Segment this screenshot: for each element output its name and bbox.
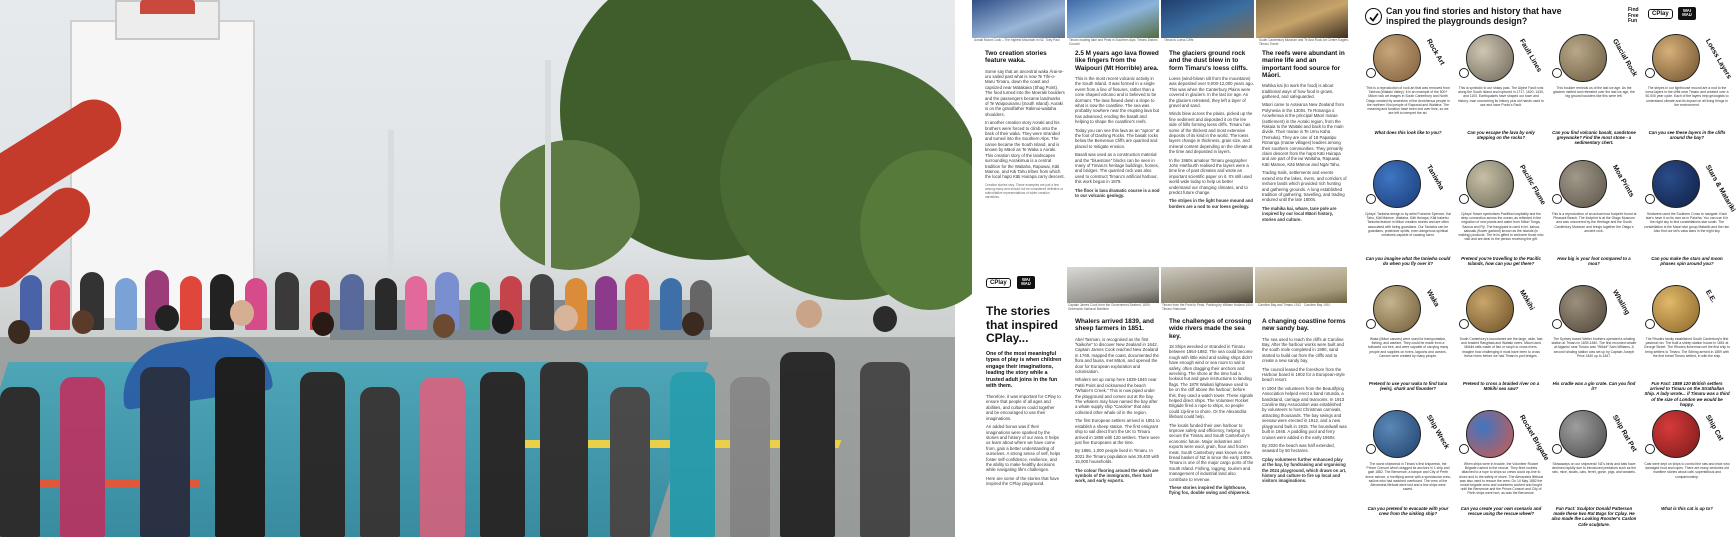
find-item-image xyxy=(1559,410,1607,458)
find-item-text: Stowaways on our shipwreck! NZ's birds and bats have declined rapidly due to introduced predators such as the rats, mice, stoats, cats, ferret, gorse, pigs, and weasels. xyxy=(1551,462,1637,475)
find-item-label: Stars & Matariki xyxy=(1703,164,1736,214)
find-item-text: This boulder reminds us of the last ice age. As the glaciers melted and retreated over the last ice age, the big ground boulders like this were left. xyxy=(1553,86,1635,99)
find-item-label: Ship Cat xyxy=(1703,414,1725,443)
tick-box-icon[interactable] xyxy=(1552,444,1562,454)
thumb-caption: Caroline Bay 1910 xyxy=(1304,303,1331,307)
tick-box-icon[interactable] xyxy=(1459,319,1469,329)
find-item-image xyxy=(1652,160,1700,208)
story-heading: Two creation stories feature waka. xyxy=(985,50,1047,65)
find-item-question: Fun Fact: Sculptor Donald Patterson made these two Rat Bags for Cplay. He also made the Looking Rooster's Caslon Cafe sculpture. xyxy=(1551,506,1637,527)
intro-column: The stories that inspired CPlay... One of the most meaningful types of play is when children engage their imaginations, leading the story while a trusted adult joins in the fun with them. Therefore, it was important for CPlay to ensure that people of all ages and abilities, and cultures could together and be encouraged to use their imaginations. An added bonus was if their imaginations were sparked by the stories and history of our area. It helps us learn about where we have come from, gain a better understanding of ourselves. A strong sense of self, helps foster self-confidence, resilience, and the ability to make healthy decisions while navigating life's challenges. Here are some of the stories that have inspired the CPlay playground. xyxy=(986,304,1062,487)
find-item-text: This is a reproduction of rock art that was removed from Takiroa (Waitaki Valley). It is an example of the 500+ Māori rock art images in South Canterbury and North Otago created by ancestors of the Arowhenua people in the northern Kiwi people of Rapuwai and Waitaha. The meaning and function have been lost over time, so we are left to interpret the art. xyxy=(1366,86,1450,116)
find-title: Can you find stories and history that have inspired the playgrounds design? xyxy=(1386,6,1562,26)
tick-box-icon[interactable] xyxy=(1552,194,1562,204)
find-item-image xyxy=(1373,285,1421,333)
find-item-text: South Canterbury's boundaries are the large, wide, fast and braided Rangitata and Waitaki rivers. Māori used Mōkihi rafts made of flax or raupō to cross rivers. Imagine how challenging it must have been to cross these rivers before we had Timaru's port bridges. xyxy=(1459,337,1543,358)
find-item-image xyxy=(1373,410,1421,458)
brochure xyxy=(972,0,1736,537)
find-item-label: Loess Layers xyxy=(1703,38,1733,81)
thumb-caption: Timaru boating lake and Peak in Southern Alps. Timaru District Council xyxy=(1069,38,1158,46)
story-column: Whalers arrived 1839, and sheep farmers in 1851. Abel Tasman, is recognised as the first "kaikohe" to discover New Zealand in 1642. Captain James Cook reached New Zealand in 1769, mapped the coast, documented the flora and fauna, met Māori, and opened the door for European exploration and colonisation. Whalers set up camp here 1839-1840 near Patiti Point and nicknamed the beach "Whaler's Creek." This is now piped under the playground and comes out at the bay. The whalers may have named the bay after a whale supply ship "Caroline" that also collected other whale oil in the region. The first European settlers arrived in 1851 to establish a sheep station. The first emigrant ship to sail direct from the UK to Timaru arrived in 1859 with 120 settlers. There were just five Europeans at the time. By 1866, 1,000 people lived in Timaru. In 2021 the Timaru population was 29,400 with 15,000 households. The colour flooring around the winch are symbols of the immigrants, their hard work, and early exports. xyxy=(1075,318,1160,484)
find-item-question: Can you escape the lava by only stepping on the rocks? xyxy=(1467,130,1535,141)
find-item-text: The stripes in our lighthouse mound are a nod to the loess layers in the cliffs near Timaru and created over a 50,000 year cycle. Each of the layers help geologists to understand climate and its impact on all living things in the environment. xyxy=(1645,86,1729,107)
thumb-caption: Timaru from the Point to Peak, Painting by William Holland 1900. Timaru Historical xyxy=(1162,303,1254,311)
find-item-question: His cradle was a gin crate. Can you find it? xyxy=(1552,381,1636,392)
story-heading: 2.5 M years ago lava flowed like fingers from the Waipouri (Mt Horrible) area. xyxy=(1075,50,1159,72)
top-thumbnails xyxy=(972,0,1348,38)
find-item-image xyxy=(1559,160,1607,208)
find-item-question: Fun Fact: 1859 120 British settlers arrived to Timaru on the Strathallan Ship. A lady wrote... if Timaru was a third of the size of London we would be happy. xyxy=(1644,381,1730,407)
find-item-text: Seafarers used the Southern Cross to navigate. Each star's have it on its own as in Pakeha. You can use it in the night sky to find constellations star south. The constellation is the Maori star group Matariki and the rise. Also find our iwi's vaka stars in the night sky. xyxy=(1644,212,1730,233)
find-item-image xyxy=(1373,34,1421,82)
find-item-question: Pretend to cross a braided river on a Mōkihi sea saw? xyxy=(1462,381,1540,392)
find-item-label: Ship Rat Pet xyxy=(1610,414,1638,454)
checkmark-icon xyxy=(1365,8,1382,25)
tick-box-icon[interactable] xyxy=(1366,68,1376,78)
find-item-text: This is symbolic to our shaky past. The Alpine Fault runs along the South Island and ruptured in 1717, 1620, 1430, and 1100. Earthquakes have shaped our town and history, man uncovering its history plus old hands used to use and have Ponto's Fault. xyxy=(1458,86,1544,107)
find-item-image xyxy=(1559,285,1607,333)
find-item-text: This is a reproduction of an actual moa footprint found at Pleasant Beach. The footprint is at the Otago Museum and was uncovered by the Heritage and the South Canterbury Museum and brings together the Otago's ancient rock. xyxy=(1551,212,1637,233)
find-item-label: Rocket Brigade xyxy=(1517,414,1550,462)
find-item-question: Can you pretend to evacuate with your crew from the sinking ship? xyxy=(1367,506,1449,517)
thumb-caption: South Canterbury Museum and Te Ana Rock Art Centre Eagles. Timaru Travel xyxy=(1259,38,1349,46)
cplay-logo: CPlay xyxy=(986,278,1011,288)
find-item-label: Waka xyxy=(1424,289,1441,309)
find-item-text: The Rhodes family established South Canterbury's first pastoral run. The built a sheep station house in 1851 at George Street. The Rhodes fisherman set the first ship to bring settlers to Timaru. The Stirling arrived in 1859 with the first bread Timaru settled, in with the ship. xyxy=(1644,337,1730,358)
find-item-question: Can you make the stars and moon phases spin around you? xyxy=(1651,256,1723,267)
find-item-label: Moa Prints xyxy=(1610,164,1635,199)
find-item-image xyxy=(1652,285,1700,333)
find-item-image xyxy=(1652,34,1700,82)
story-column: The glaciers ground rock and the dust blew in to form Timaru's loess cliffs. Loess (wind-blown silt from the mountains) was deposited over 9,000-12,000 years ago. This was when the Canterbury Plains were covered in glaciers. In the last ice age. As the glaciers retreated, they left a layer of gravel and sand. Winds blew across the plains, picked up the fine sediment and deposited it on the lee side of hills forming loess cliffs. Timaru has some of the thickest and most extensive deposits of its kind in the world. The loess layers change in thickness, grain size, and mineral content depending on the climate at the time and deposited in layers. In the 1960s amateur Timaru geographer John Hartfourth realised the layers were a time line of past climates and wrote an important scientific paper on it. It's still used world wide today to help us better understand our changing climates, and to predict future change. The stripes in the light house mound and borders are a nod to our loess geology. xyxy=(1169,50,1254,209)
find-item-image xyxy=(1466,34,1514,82)
thumb-caption: Caroline Bay and Timaru 1912 xyxy=(1258,303,1302,307)
story-heading: The glaciers ground rock and the dust blew in to form Timaru's loess cliffs. xyxy=(1169,50,1248,72)
find-item-question: Can you create your own scenario and rescue using the rescue wheel? xyxy=(1460,506,1542,517)
thumb-caption: Timaru's Loess Cliffs xyxy=(1164,38,1194,42)
tick-box-icon[interactable] xyxy=(1645,194,1655,204)
find-item-label: Whaling xyxy=(1610,289,1631,317)
find-item-image xyxy=(1466,285,1514,333)
wai-mau-logo: WAI MAU xyxy=(1678,7,1696,20)
find-item-image xyxy=(1466,410,1514,458)
find-item-image xyxy=(1466,160,1514,208)
find-item-label: Fault Lines xyxy=(1517,38,1543,74)
find-item-label: Mōkihi xyxy=(1517,289,1536,312)
find-item-question: Can you find volcanic basalt, sandstone greywacke? Find the most stone - a sedimentary chert. xyxy=(1552,130,1636,146)
find-item-image xyxy=(1373,160,1421,208)
tick-box-icon[interactable] xyxy=(1552,68,1562,78)
story-heading: Whalers arrived 1839, and sheep farmers in 1851. xyxy=(1075,318,1154,333)
tick-box-icon[interactable] xyxy=(1366,319,1376,329)
find-item-label: E.E. xyxy=(1703,289,1717,304)
thumb-caption: Captain James Cook from the Government-Seabed, 1809. Greenwich National Maritime xyxy=(1068,303,1151,311)
tick-box-icon[interactable] xyxy=(1645,444,1655,454)
find-item-text: Cats were kept on ships to control the rats and mice who damaged food and ropes. There are many centuries old maritime stories about cats' superstitious and companionship. xyxy=(1644,462,1730,479)
bottom-thumbnails xyxy=(1067,267,1349,303)
page-title: The stories that inspired CPlay... xyxy=(986,304,1059,345)
find-free-fun-label: Find Free Fun xyxy=(1628,7,1639,25)
tick-box-icon[interactable] xyxy=(1552,319,1562,329)
find-item-text: Waka (Māori canoes) were used for transportation, fishing, and warfare. They could be made from a hollowed out tree, and were capable of carrying many people and supplies on rivers, lagoons and oceans. Canoes were created by many people. xyxy=(1367,337,1449,358)
story-column: The reefs were abundant in marine life and an important food source for Māori. Mahika kai (to work the food) is about traditional ways of how food is grown, gathered, and safeguarded. Māori came to Aotearoa New Zealand from Polynesia in the 1300s. Te Rūnanga o Arowhenua is the principal Māori marae (settlement) in the Aoraki region, from the Rakaia to the Waitaki and back to the main divide. Their marae is Te Umu Kaha (Temuka). They are one of 18 Papatipu Rūnanga (marae villages) leaders among their southern communities. They primarily claim descent from the hapū Kāti Huirapa and are part of the iwi Waitaha, Rapuwai, Kāti Mamoe, Kāti Māmoe and Ngāi Tahu. Trading trails, settlements and events extend into the lakes, rivers, and corridors of inshore lands which provided rich hunting and gathering grounds. A long established tradition of gathering, travelling, and trading endured until the late 1800s. The mahika kai, whare, tane pole are inspired by our local Māori history, stories and culture. xyxy=(1262,50,1347,222)
story-heading: The challenges of crossing wide rivers made the sea key. xyxy=(1169,318,1252,340)
story-column: 2.5 M years ago lava flowed like fingers from the Waipouri (Mt Horrible) area. This is the most recent volcanic activity in the South Island. It was formed in a single event from a line of fissures, rather than a cone shaped volcano and is believed to be dormant. The lava flowed down a slope to what is now the coastline. The sea was probably nowhere near the erupting lava but has advanced, eroding the basalt and helping to shape the coastline's reefs. Today you can see this lava as an "apron" at the foot of Dashing Rocks. The basalt rocks below the Benvenue Cliffs are quarried and placed to mitigate erosion. Basalt was used as a construction material and the "bluestone" blocks can be seen in many of Timaru's heritage buildings, homes, and bridges. The quarried rock was also used to construct Timaru's artificial harbour, this work began in 1878. The floor is lava dramatic course is a nod to our volcanic geology. xyxy=(1075,50,1160,199)
find-item-label: Taniwha xyxy=(1424,164,1445,192)
tick-box-icon[interactable] xyxy=(1459,68,1469,78)
find-item-text: The Sydney based Weller brothers operated a whaling station at Timaru in 1839-1840. The first recorded whaler at Aigantui near Timaru was "Wiklof" Sam Williams. A second whaling station was set up by Captain Joseph Price 1840 up to 1847. xyxy=(1551,337,1637,358)
find-item-question: Can you see these layers in the cliffs around the bay? xyxy=(1648,130,1726,141)
find-item-text: The worst shipwreck in Timaru's first shipwreck, the Prince Consort which dragged its anchors in 1 ship and gale 1882. The Benvenue, a barque and City of Perth drove ashore, a horrifying scene with a spectacular crew, sailors who had watched overboard. The crew of the Alexandria lifeboat were lost and a few ships were saved. xyxy=(1365,462,1451,492)
find-item-question: Pretend you're travelling to the Pacific Islands, how can you get there? xyxy=(1461,256,1541,267)
find-item-image xyxy=(1559,34,1607,82)
find-item-label: Rock Art xyxy=(1424,38,1446,67)
thumb-caption: Aoraki Mount Cook – The highest Mountain in NZ. Toby Paul xyxy=(974,38,1060,42)
find-item-label: Ship Wreck xyxy=(1424,414,1450,451)
find-item-image xyxy=(1652,410,1700,458)
story-column: A changing coastline forms new sandy bay. The sea used to reach the cliffs at Caroline Bay. After the harbour works were built and the south mole completed in 1890, sand started to build out from the cliffs and to create a new sandy bay. The council leased the foreshore from the Harbour board in 1902 for a European-style beach resort. In 1904 the volunteers from the Beautifying Association helped erect a band rotunda, a bandstand, carriage and tearooms. In 1913 Caroline Bay Association was established by volunteers to host Christmas carnivals, attracting thousands. The bay swings and seesaw were erected in 1912, and a new playground built in 1915. The boundwall was built in 1946. A paddling pool and ferry cruises were added in the early 1960s. By 2020 the beach was half extended, seaward by 50 hectares. Cplay volunteers further enhanced play at the bay, by fundraising and organising the 2024 playground, which draws on art, history and culture to fire up local and visitors imaginations. xyxy=(1262,318,1347,484)
find-item-label: Glacial Rock xyxy=(1610,38,1639,78)
find-item-question: How big is your foot compared to a moa? xyxy=(1557,256,1631,267)
tick-box-icon[interactable] xyxy=(1645,319,1655,329)
story-column: Two creation stories feature waka. Some say that an ancestral waka Ārai-te-uru sailed past what is now Te Tihi-o-Maru Timaru, down the coast and capsized near Matakaea (Shag Point). The food turned into the Moeraki boulders and the passengers became landmarks of Te Waipounamu (South Island). Aoraki is on the grandfather Rakinui-waitaha shoulders. In another creation story Aoraki and his brothers were forced to climb onto the back of their waka. They were stranded and turned into the Southern Alps. The canoe became the South Island, and is known by Māori as Te Waka o Aoraki. This creation story of the landscapes surrounding Aorakimua is a central tradition for the Waitaha, Rapuwai, Kāti Mamoe, and Kāi Tahu tribes from which the local hapū Kāti Huirapa carry descent. Creation stories vary. These examples are just a few among many and should not be considered definitive or authoritative representations of wider creation narratives. xyxy=(985,50,1065,199)
tick-box-icon[interactable] xyxy=(1459,444,1469,454)
find-item-question: Can you imagine what the taniwha could do when you fly over it? xyxy=(1365,256,1451,267)
tick-box-icon[interactable] xyxy=(1366,444,1376,454)
find-item-text: Cplays' flower symbolises Pacifika hospitality and the deep connection across the ocean, as reflected in the migration of new plants and water from Māori Tonga, Samoa and Fiji. The frangipani is used in lei, kahoa, salusalu (flower garland) known as the Islands (in making) products. The lei is gifted to welcome those who visit and are dear to the person receiving the gift. xyxy=(1458,212,1544,242)
find-item-question: Pretend to use your waka to find tuna (eels), shark and flounder? xyxy=(1368,381,1448,392)
cplay-logo: CPlay xyxy=(1648,9,1673,19)
tick-box-icon[interactable] xyxy=(1366,194,1376,204)
find-item-text: Cplays' Taniwha design is by artist Francine Spencer, Kai Tahu, Kāti Mamoe, Waitaha, Kāti Huirapa, Kāti Irakehu. Taniwha feature in Māori creation stories and are often associated with being guardians. Our Taniwha can be guardians, protective spirits, even dangerous spiritual creatures capable of causing harm. xyxy=(1365,212,1451,238)
find-item-text: When ships were in trouble, the Volunteer Rocket Brigade rushed to the rescue. They fired rockets attached to a rope to ships so crews could zip-line to shore and to the safety of shore. The Alexandria lifeboat was also used to rescue the crew. On 14 May 1882 the rocket brigade crew and volunteers worked and fought until the Benvenue and the Prince Consort and City of Perth ships were hurt, as was the Benvenue. xyxy=(1458,462,1543,496)
story-heading: A changing coastline forms new sandy bay. xyxy=(1262,318,1346,333)
story-column: The challenges of crossing wide rivers made the sea key. 18 Ships wrecked or stranded in Timaru between 1864-1882. The sea could become rough with little wind and sailing ships didn't have enough wind or sea room to sail to safety, often dragging their anchors and wrecking. The shore at the time had a lookout hut and gave instructions to landing flags. The 1878 Waikati lightwave used to be on the cliff above the harbour; before this, they used a watch tower. These signals helped direct ships. The Volunteer Rocket Brigade fired a rope to ships, so people could zip-line to shore. Or the Alexandria lifeboat could help. The locals funded their own harbour to improve safety and efficiency, helping to secure the Timaru and South Canterbury's economic future. Major industries and exports were wool, grain, flour and frozen meat. South Canterbury was known as the bread basket of NZ in since the early 1900s. Timaru is one of the major cargo ports of the South Island. Fishing, logging, tourism and management of industrial land also contribute to revenue. These stories inspired the lighthouse, flying fox, double swing and shipwreck. xyxy=(1169,318,1254,496)
wai-mau-logo: WAI MAU xyxy=(1017,276,1035,289)
story-heading: The reefs were abundant in marine life and an important food source for Māori. xyxy=(1262,50,1345,79)
tick-box-icon[interactable] xyxy=(1459,194,1469,204)
find-item-question: What does this look like to you? xyxy=(1374,130,1442,135)
find-item-label: Pacific Flame xyxy=(1517,164,1547,207)
find-item-question: What is this cat is up to? xyxy=(1661,506,1713,511)
tick-box-icon[interactable] xyxy=(1645,68,1655,78)
